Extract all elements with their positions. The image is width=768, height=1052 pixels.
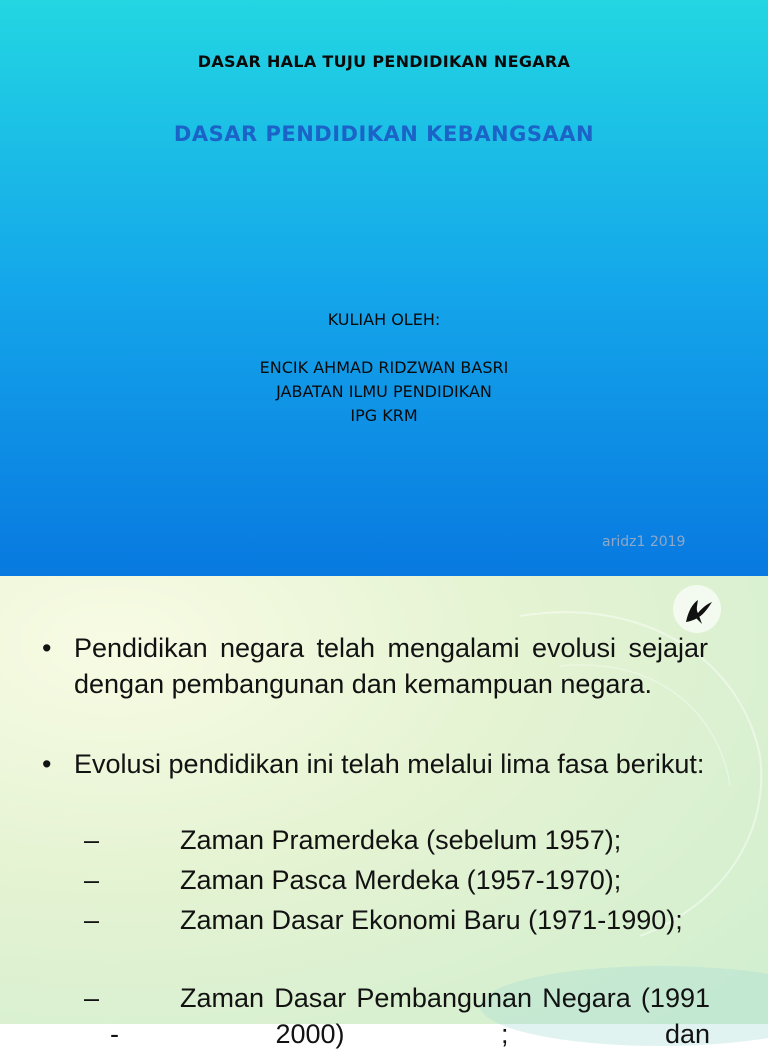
slide-footer: aridz1 2019 [602, 534, 686, 550]
bullet-item [42, 746, 708, 782]
sub-item: Zaman Dasar Ekonomi Baru (1971-1990); [180, 905, 683, 935]
lecturer-heading: KULIAH OLEH: [327, 310, 441, 329]
bullet-text: Pendidikan negara telah mengalami evolusi sejajar dengan pembangunan dan kemampuan negara. [74, 633, 708, 699]
dash-marker: – [84, 905, 100, 935]
lecturer-block [0, 308, 768, 428]
sub-item: Zaman Pasca Merdeka (1957-1970); [180, 865, 622, 895]
slide-subtitle: DASAR PENDIDIKAN KEBANGSAAN [173, 122, 595, 146]
dash-marker: – [84, 825, 100, 855]
bullet-text: Evolusi pendidikan ini telah melalui lima fasa berikut: [74, 749, 705, 779]
lecturer-name: ENCIK AHMAD RIDZWAN BASRI [259, 358, 509, 377]
bullet-marker: • [42, 749, 52, 779]
dash-marker: – [84, 865, 100, 895]
dash-marker: – [84, 983, 100, 1013]
bullet-item [42, 630, 708, 702]
bird-icon [672, 584, 722, 634]
sub-item: Zaman Dasar Pembangunan Negara (1991 - 2000) ; dan [110, 983, 710, 1049]
slide-title: DASAR HALA TUJU PENDIDIKAN NEGARA [197, 52, 571, 71]
institution: IPG KRM [350, 406, 418, 425]
bullet-marker: • [42, 633, 52, 663]
content-slide [0, 576, 768, 1049]
sub-item: Zaman Pramerdeka (sebelum 1957); [180, 825, 622, 855]
department: JABATAN ILMU PENDIDIKAN [276, 382, 492, 401]
